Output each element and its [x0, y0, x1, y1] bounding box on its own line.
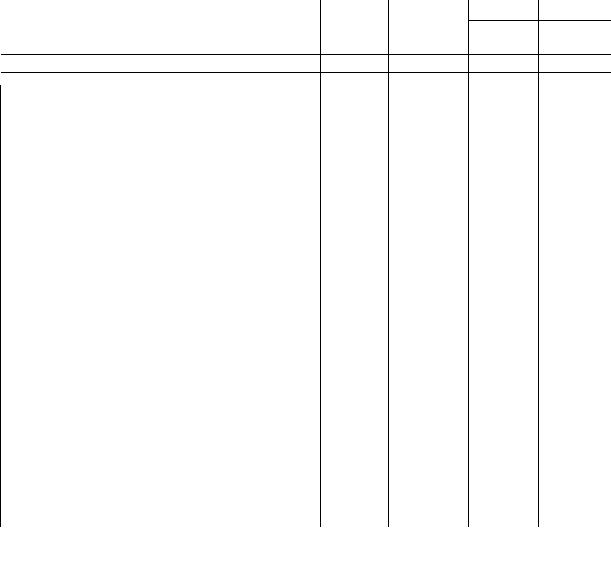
category-row: [1, 357, 611, 374]
value-diff: [469, 255, 539, 272]
value-h19: [321, 306, 389, 323]
value-h19: [321, 221, 389, 238]
value-ratio: [539, 289, 611, 306]
value-h24: [389, 408, 469, 425]
total-row: [1, 55, 611, 73]
value-h19: [321, 340, 389, 357]
header-category: [1, 0, 321, 55]
value-h24: [389, 306, 469, 323]
industry-name-cell: [1, 323, 321, 340]
subcategory-row: [1, 204, 611, 221]
header-h19-blank: [321, 21, 389, 38]
value-diff: [469, 357, 539, 374]
value-ratio: [539, 272, 611, 289]
value-h19: [321, 425, 389, 442]
subcategory-row: [1, 391, 611, 408]
industry-name-cell: [1, 170, 321, 187]
industry-name-cell: [1, 153, 321, 170]
subcategory-row: [1, 153, 611, 170]
subcategory-row: [1, 425, 611, 442]
value-ratio: [539, 391, 611, 408]
value-diff: [469, 340, 539, 357]
total-diff: [469, 55, 539, 73]
subcategory-row: [1, 102, 611, 119]
industry-name-cell: [1, 306, 321, 323]
industry-name-cell: [1, 289, 321, 306]
value-ratio: [539, 85, 611, 102]
value-h24: [389, 204, 469, 221]
spacer-cell: [389, 73, 469, 86]
value-diff: [469, 442, 539, 459]
subcategory-row: [1, 340, 611, 357]
value-h19: [321, 85, 389, 102]
industry-name-cell: [1, 102, 321, 119]
value-ratio: [539, 425, 611, 442]
value-h19: [321, 493, 389, 510]
value-diff: [469, 459, 539, 476]
industry-name-cell: [1, 357, 321, 374]
industry-name-cell: [1, 408, 321, 425]
value-ratio: [539, 323, 611, 340]
value-h24: [389, 85, 469, 102]
total-h19: [321, 55, 389, 73]
value-h24: [389, 153, 469, 170]
value-ratio: [539, 204, 611, 221]
value-diff: [469, 187, 539, 204]
subcategory-row: [1, 289, 611, 306]
industry-name-cell: [1, 459, 321, 476]
subcategory-row: [1, 476, 611, 493]
spacer-cell: [1, 73, 321, 86]
merged-value-ratio: [539, 153, 611, 187]
value-h19: [321, 102, 389, 119]
value-ratio: [539, 136, 611, 153]
value-ratio: [539, 221, 611, 238]
subcategory-row: [1, 408, 611, 425]
value-h19: [321, 238, 389, 255]
subcategory-row: [1, 306, 611, 323]
value-diff: [469, 204, 539, 221]
industry-name-cell: [1, 204, 321, 221]
value-h24: [389, 119, 469, 136]
value-diff: [469, 408, 539, 425]
value-h19: [321, 255, 389, 272]
value-diff: [469, 85, 539, 102]
value-h24: [389, 170, 469, 187]
spacer-cell: [539, 73, 611, 86]
value-diff: [469, 272, 539, 289]
value-h24: [389, 357, 469, 374]
value-diff: [469, 306, 539, 323]
header-ratio: [539, 21, 611, 38]
value-diff: [469, 476, 539, 493]
merged-value-h19: [321, 153, 389, 187]
header-diff-unit: [469, 38, 539, 55]
subcategory-row: [1, 255, 611, 272]
value-h19: [321, 408, 389, 425]
industry-name-cell: [1, 221, 321, 238]
value-h19: [321, 289, 389, 306]
value-h24: [389, 425, 469, 442]
industry-name-cell: [1, 272, 321, 289]
value-h24: [389, 459, 469, 476]
spacer-row: [1, 73, 611, 86]
value-diff: [469, 221, 539, 238]
value-ratio: [539, 238, 611, 255]
industry-name-cell: [1, 493, 321, 510]
industry-name-cell: [1, 85, 321, 102]
value-h19: [321, 476, 389, 493]
value-ratio: [539, 119, 611, 136]
value-diff: [469, 289, 539, 306]
value-diff: [469, 425, 539, 442]
header-h19: [321, 0, 389, 21]
value-ratio: [539, 255, 611, 272]
industry-name-cell: [1, 374, 321, 391]
header-ratio-unit: [539, 38, 611, 55]
value-h24: [389, 323, 469, 340]
value-h24: [389, 493, 469, 510]
industry-name-cell: [1, 255, 321, 272]
total-h24: [389, 55, 469, 73]
value-ratio: [539, 476, 611, 493]
category-row: [1, 85, 611, 102]
subcategory-row: [1, 272, 611, 289]
category-row: [1, 442, 611, 459]
subcategory-row: [1, 493, 611, 510]
value-diff: [469, 323, 539, 340]
value-diff: [469, 493, 539, 510]
value-h19: [321, 391, 389, 408]
total-label: [1, 55, 321, 73]
industry-name-cell: [1, 442, 321, 459]
value-h19: [321, 119, 389, 136]
value-h19: [321, 272, 389, 289]
value-h24: [389, 340, 469, 357]
value-h24: [389, 238, 469, 255]
value-ratio: [539, 493, 611, 510]
industry-name-cell: [1, 476, 321, 493]
industry-name-cell: [1, 391, 321, 408]
spacer-cell: [321, 73, 389, 86]
header-h24-unit: [389, 38, 469, 55]
value-diff: [469, 391, 539, 408]
subcategory-row: [1, 323, 611, 340]
value-diff: [469, 238, 539, 255]
value-h19: [321, 510, 389, 527]
value-diff: [469, 102, 539, 119]
industry-name-cell: [1, 238, 321, 255]
value-h24: [389, 255, 469, 272]
spacer-cell: [469, 73, 539, 86]
value-ratio: [539, 408, 611, 425]
subcategory-row: [1, 136, 611, 153]
merged-value-diff: [469, 153, 539, 187]
header-h19-unit: [321, 38, 389, 55]
value-ratio: [539, 510, 611, 527]
value-h19: [321, 357, 389, 374]
value-h24: [389, 476, 469, 493]
value-h19: [321, 136, 389, 153]
value-diff: [469, 136, 539, 153]
header-h24-sub: [389, 21, 469, 38]
industry-name-cell: [1, 425, 321, 442]
value-ratio: [539, 340, 611, 357]
category-row: [1, 238, 611, 255]
value-ratio: [539, 374, 611, 391]
subcategory-row: [1, 459, 611, 476]
value-h24: [389, 391, 469, 408]
value-diff: [469, 374, 539, 391]
value-h19: [321, 442, 389, 459]
header-h24: [389, 0, 469, 21]
subcategory-row: [1, 221, 611, 238]
value-h19: [321, 323, 389, 340]
value-h24: [389, 374, 469, 391]
subcategory-row: [1, 374, 611, 391]
value-diff: [469, 119, 539, 136]
value-h24: [389, 187, 469, 204]
value-ratio: [539, 459, 611, 476]
industry-name-cell: [1, 136, 321, 153]
value-h19: [321, 459, 389, 476]
value-h24: [389, 136, 469, 153]
value-h24: [389, 442, 469, 459]
category-row: [1, 119, 611, 136]
value-h24: [389, 102, 469, 119]
value-diff: [469, 510, 539, 527]
value-h19: [321, 374, 389, 391]
value-ratio: [539, 187, 611, 204]
industry-name-cell: [1, 510, 321, 527]
value-ratio: [539, 357, 611, 374]
value-ratio: [539, 102, 611, 119]
total-ratio: [539, 55, 611, 73]
value-ratio: [539, 306, 611, 323]
value-h19: [321, 204, 389, 221]
value-h24: [389, 272, 469, 289]
industry-name-cell: [1, 340, 321, 357]
value-h24: [389, 289, 469, 306]
industry-name-cell: [1, 187, 321, 204]
header-diff: [469, 21, 539, 38]
value-ratio: [539, 442, 611, 459]
category-row: [1, 187, 611, 204]
header-ratio-top: [539, 0, 611, 21]
value-h19: [321, 187, 389, 204]
industry-name-cell: [1, 119, 321, 136]
header-row: [1, 0, 611, 21]
subcategory-row: [1, 510, 611, 527]
value-h24: [389, 221, 469, 238]
header-diff-top: [469, 0, 539, 21]
value-h24: [389, 510, 469, 527]
table-body: [1, 0, 611, 527]
